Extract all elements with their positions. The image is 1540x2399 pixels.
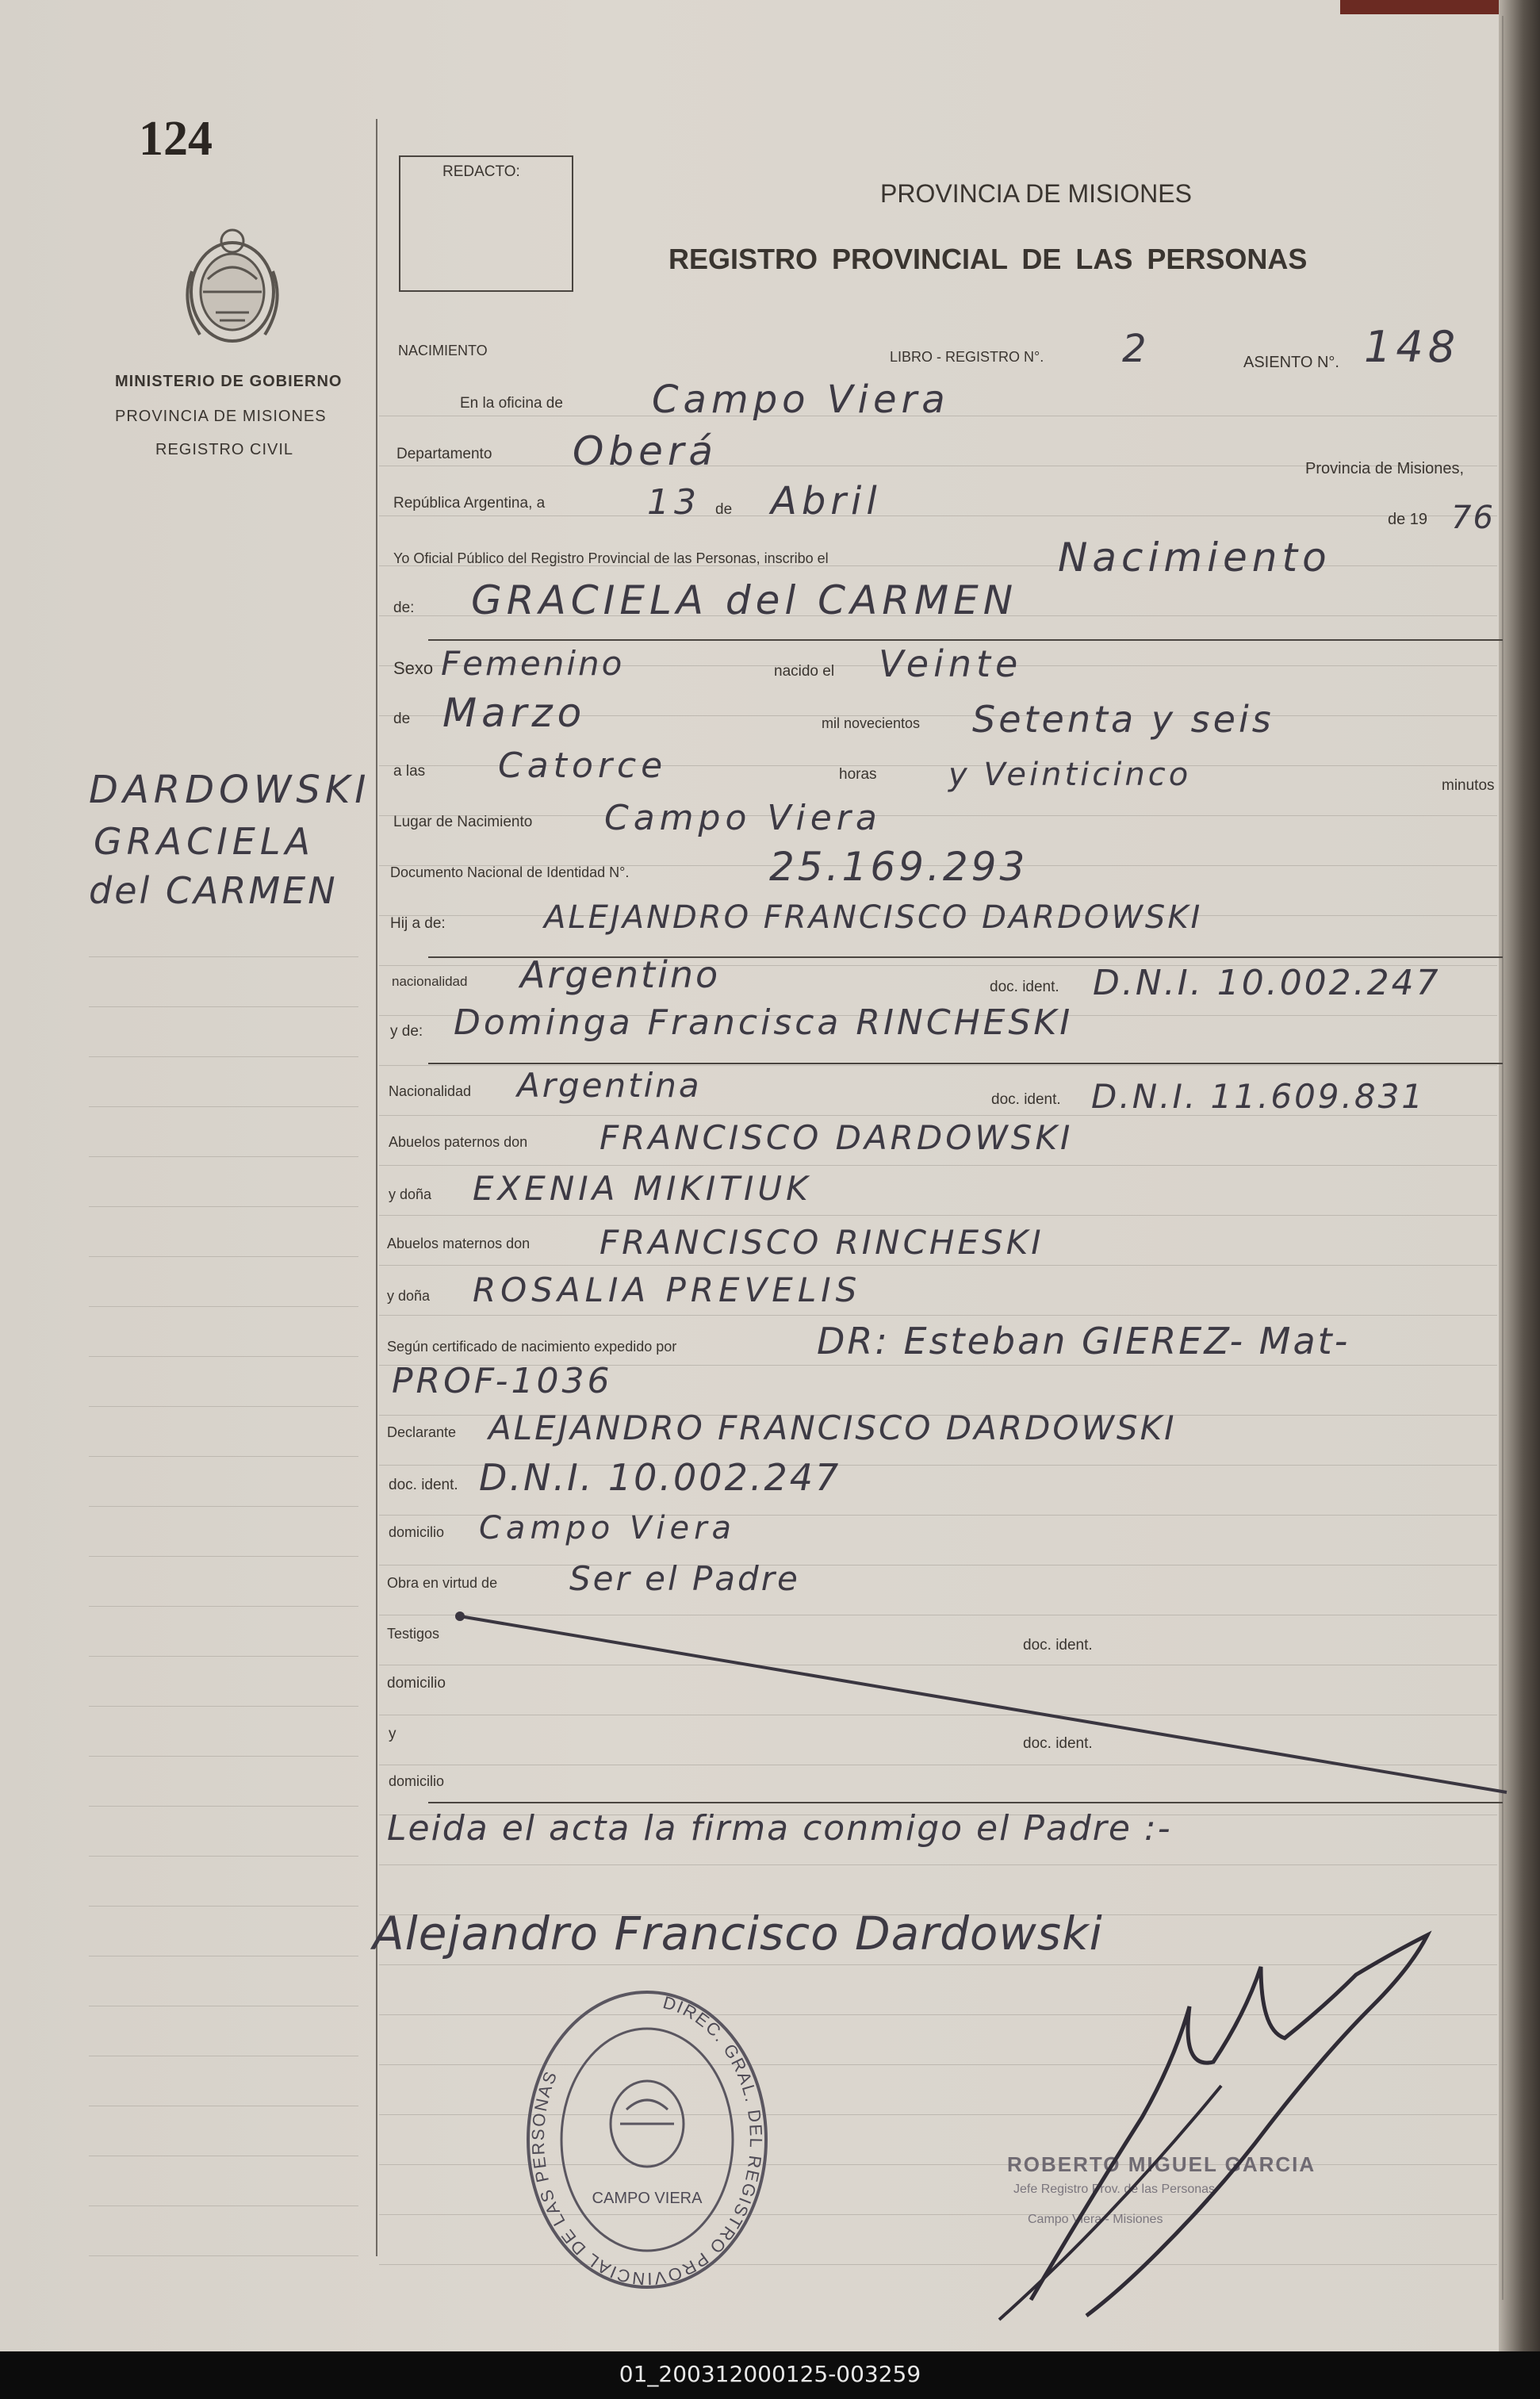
lugar-value: Campo Viera: [604, 798, 882, 838]
sexo-value: Femenino: [441, 644, 625, 683]
obra-value: Ser el Padre: [569, 1559, 800, 1598]
margin-ruled-line: [89, 1556, 358, 1557]
asiento-value: 148: [1364, 322, 1461, 372]
margin-annotation-surname: DARDOWSKI: [89, 768, 371, 812]
de-mes-label: de: [393, 711, 411, 727]
father-signature: Alejandro Francisco Dardowski: [373, 1907, 1103, 1960]
nacido-label: nacido el: [774, 663, 835, 680]
margin-ruled-line: [89, 1356, 358, 1357]
de-mes-value: Marzo: [442, 690, 587, 736]
lugar-label: Lugar de Nacimiento: [393, 814, 533, 830]
footer-filename: 01_200312000125-003259: [619, 2361, 921, 2387]
y-label: y: [389, 1726, 396, 1742]
sexo-label: Sexo: [393, 658, 434, 678]
official-signature: [983, 1919, 1475, 2332]
main-ruled-line: [379, 1215, 1497, 1216]
nombre-value: GRACIELA del CARMEN: [471, 577, 1018, 623]
margin-ruled-line: [89, 1856, 358, 1857]
abuela-mat-label: y doña: [387, 1288, 431, 1304]
footer-bar: [0, 2351, 1540, 2399]
section-rule: [428, 639, 1503, 641]
margin-ruled-line: [89, 1806, 358, 1807]
margin-province-label: PROVINCIA DE MISIONES: [115, 408, 327, 425]
margin-ruled-line: [89, 1406, 358, 1407]
main-ruled-line: [379, 1165, 1497, 1166]
domicilio-value: Campo Viera: [479, 1510, 737, 1546]
margin-ruled-line: [89, 1506, 358, 1507]
declarante-label: Declarante: [387, 1424, 457, 1440]
madre-value: Dominga Francisca RINCHESKI: [454, 1002, 1074, 1043]
provincia-label: Provincia de Misiones,: [1305, 460, 1465, 477]
alas-value: Catorce: [498, 745, 668, 786]
right-border: [1502, 16, 1504, 2300]
mes-de-label: de: [715, 501, 733, 518]
alas-label: a las: [393, 763, 426, 780]
departamento-label: Departamento: [396, 446, 492, 462]
main-ruled-line: [379, 815, 1497, 816]
y-doc-label: doc. ident.: [1023, 1735, 1093, 1752]
main-ruled-line: [379, 515, 1497, 516]
main-ruled-line: [379, 1265, 1497, 1266]
margin-ruled-line: [89, 1606, 358, 1607]
margin-annotation-middlename: del CARMEN: [89, 869, 338, 912]
book-spine-edge: [1499, 0, 1540, 2351]
section-rule: [428, 1063, 1503, 1064]
leida-statement: Leida el acta la firma conmigo el Padre :-: [387, 1808, 1172, 1849]
nombre-de-label: de:: [393, 600, 415, 616]
libro-value: 2: [1122, 327, 1151, 371]
margin-ruled-line: [89, 1456, 358, 1457]
minutos-label: minutos: [1442, 777, 1495, 794]
mil-value: Setenta y seis: [972, 698, 1274, 741]
docident-padre-value: D.N.I. 10.002.247: [1093, 963, 1441, 1003]
coat-of-arms-emblem: [176, 224, 289, 352]
horas-label: horas: [839, 766, 877, 783]
main-ruled-line: [379, 1315, 1497, 1316]
margin-ruled-line: [89, 1206, 358, 1207]
nacido-value: Veinte: [879, 642, 1023, 685]
margin-ruled-line: [89, 1906, 358, 1907]
decl-doc-label: doc. ident.: [389, 1477, 458, 1493]
official-title: Jefe Registro Prov. de las Personas: [1013, 2182, 1216, 2196]
republica-label: República Argentina, a: [393, 495, 546, 512]
margin-ruled-line: [89, 1106, 358, 1107]
margin-ruled-line: [89, 1256, 358, 1257]
padre-value: ALEJANDRO FRANCISCO DARDOWSKI: [544, 899, 1203, 936]
margin-ruled-line: [89, 956, 358, 957]
header-province: PROVINCIA DE MISIONES: [880, 179, 1192, 208]
docident-madre-value: D.N.I. 11.609.831: [1091, 1077, 1426, 1116]
decl-doc-value: D.N.I. 10.002.247: [479, 1456, 841, 1499]
margin-ruled-line: [89, 2255, 358, 2256]
domicilio-label: domicilio: [389, 1524, 445, 1540]
nac-padre-value: Argentino: [520, 953, 721, 996]
nac-madre-value: Argentina: [517, 1066, 702, 1105]
margin-ruled-line: [89, 1006, 358, 1007]
testigos-doc-label: doc. ident.: [1023, 1637, 1093, 1654]
hija-label: Hij a de:: [390, 915, 446, 932]
doc-value: 25.169.293: [769, 844, 1029, 890]
margin-ruled-line: [89, 1306, 358, 1307]
y-domicilio-label: domicilio: [389, 1773, 445, 1789]
official-place: Campo Viera - Misiones: [1028, 2213, 1163, 2226]
abuela-pat-value: EXENIA MIKITIUK: [473, 1169, 812, 1208]
margin-ruled-line: [89, 2205, 358, 2206]
dia-value: 13: [647, 482, 701, 523]
horas-value: y Veinticinco: [948, 757, 1192, 793]
certificado-value: DR: Esteban GIEREZ- Mat-: [817, 1320, 1350, 1362]
margin-ruled-line: [89, 1056, 358, 1057]
abuela-pat-label: y doña: [389, 1186, 432, 1202]
seal-ring-text: DIREC. GRAL. DEL REGISTRO PROVINCIAL DE LAS PERSONAS: [527, 1992, 767, 2290]
abuelo-pat-value: FRANCISCO DARDOWSKI: [600, 1118, 1074, 1157]
libro-label: LIBRO - REGISTRO N°.: [890, 349, 1044, 365]
abuela-mat-value: ROSALIA PREVELIS: [473, 1270, 862, 1309]
doc-label: Documento Nacional de Identidad N°.: [390, 864, 630, 880]
seal-center-text: CAMPO VIERA: [592, 2190, 703, 2207]
mes-value: Abril: [771, 479, 882, 523]
departamento-value: Oberá: [573, 428, 718, 474]
margin-ruled-line: [89, 1756, 358, 1757]
docident-padre-label: doc. ident.: [990, 979, 1059, 995]
oficina-label: En la oficina de: [460, 395, 563, 412]
inscribo-label: Yo Oficial Público del Registro Provincial de las Personas, inscribo el: [393, 550, 829, 566]
registry-label: REGISTRO CIVIL: [155, 441, 294, 458]
margin-annotation-firstname: GRACIELA: [94, 820, 315, 863]
oficina-value: Campo Viera: [652, 377, 950, 422]
nac-madre-label: Nacionalidad: [389, 1083, 472, 1099]
margin-ruled-line: [89, 1656, 358, 1657]
page-number: 124: [139, 112, 213, 166]
declarante-value: ALEJANDRO FRANCISCO DARDOWSKI: [488, 1408, 1177, 1447]
docident-madre-label: doc. ident.: [991, 1091, 1061, 1108]
obra-label: Obra en virtud de: [387, 1575, 498, 1591]
document-title: REGISTRO PROVINCIAL DE LAS PERSONAS: [668, 243, 1308, 275]
certificado-label: Según certificado de nacimiento expedido por: [387, 1339, 677, 1355]
anio-prefix: de 19: [1388, 511, 1428, 528]
abuelo-mat-value: FRANCISCO RINCHESKI: [600, 1223, 1044, 1262]
certificado-value-cont: PROF-1036: [392, 1361, 613, 1401]
mil-label: mil novecientos: [822, 715, 921, 731]
abuelos-mat-label: Abuelos maternos don: [387, 1236, 531, 1251]
margin-ruled-line: [89, 1156, 358, 1157]
inscribo-value: Nacimiento: [1058, 535, 1331, 581]
registry-seal-stamp: [520, 1983, 774, 2300]
anio-value: 76: [1451, 500, 1495, 536]
yde-label: y de:: [390, 1023, 423, 1040]
testigos-label: Testigos: [387, 1626, 440, 1642]
testigos-domicilio-label: domicilio: [387, 1675, 446, 1692]
nacimiento-label: NACIMIENTO: [398, 343, 488, 358]
official-name: ROBERTO MIGUEL GARCIA: [1007, 2152, 1316, 2176]
asiento-label: ASIENTO N°.: [1243, 354, 1339, 371]
ministry-label: MINISTERIO DE GOBIERNO: [115, 373, 343, 390]
cancel-strike-line: [444, 1602, 1523, 1808]
nac-padre-label: nacionalidad: [392, 974, 468, 989]
abuelos-pat-label: Abuelos paternos don: [389, 1134, 528, 1150]
margin-ruled-line: [89, 1706, 358, 1707]
redacto-label: REDACTO:: [442, 163, 520, 180]
main-ruled-line: [379, 1864, 1497, 1865]
